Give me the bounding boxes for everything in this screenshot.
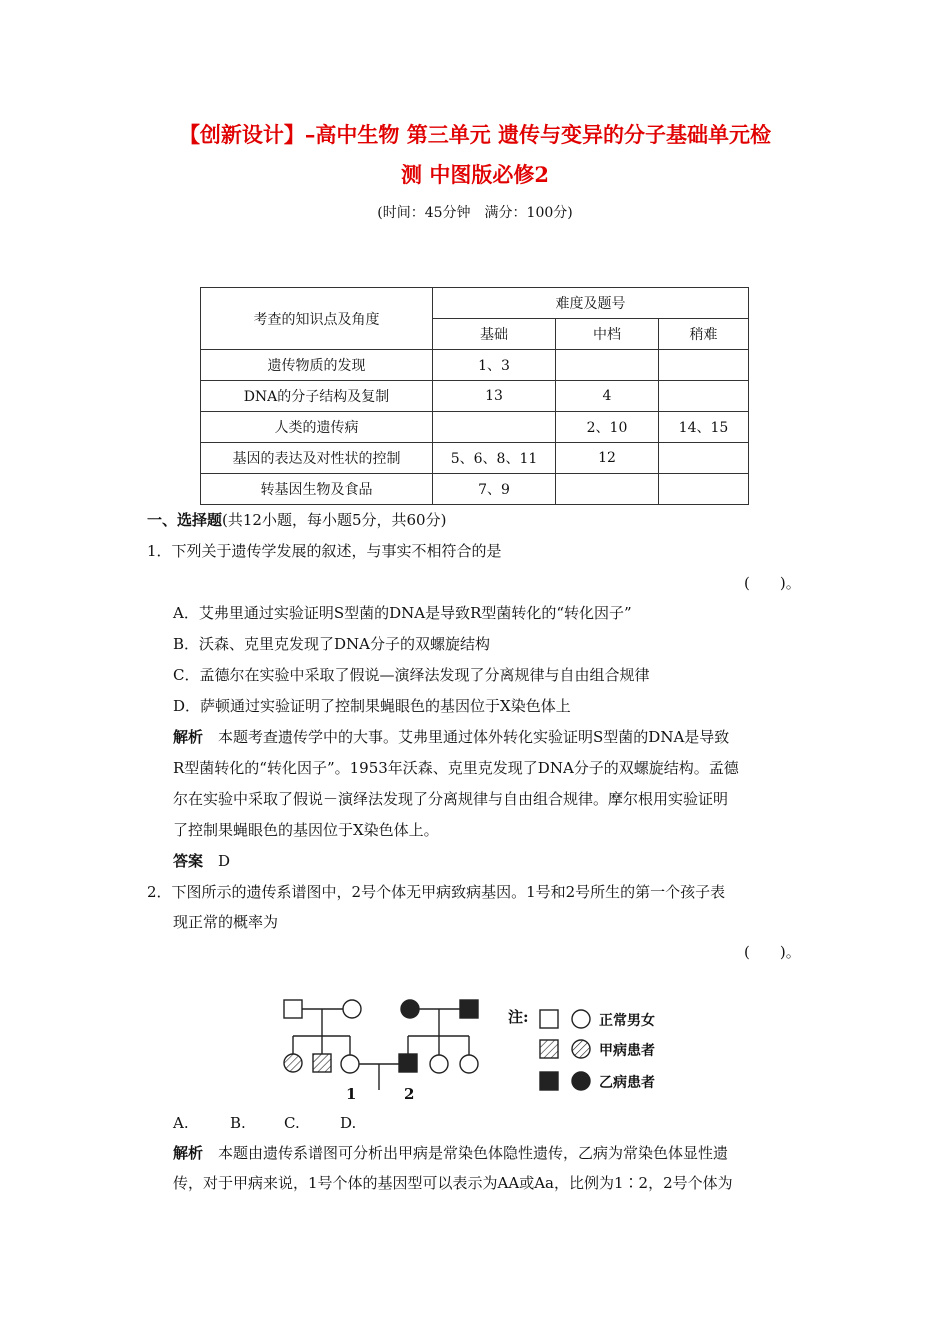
table-cell-basic: 13 xyxy=(433,381,556,412)
table-cell-basic: 5、6、8、11 xyxy=(433,443,556,474)
table-cell-hard xyxy=(659,381,749,412)
table-cell-medium: 4 xyxy=(556,381,659,412)
table-cell-hard xyxy=(659,474,749,505)
doc-title-line2: 测 中图版必修2 xyxy=(401,162,549,187)
option-a: A. xyxy=(173,1114,189,1132)
table-row xyxy=(201,350,749,381)
option-c: C. xyxy=(284,1114,300,1132)
analysis-line xyxy=(173,727,729,747)
answer-blank: ( )。 xyxy=(744,943,801,961)
disease-b-male-symbol xyxy=(460,1000,478,1018)
question-1-stem xyxy=(147,541,502,561)
option-d: D．萨顿通过实验证明了控制果蝇眼色的基因位于X染色体上 xyxy=(173,697,571,715)
table-cell-basic xyxy=(433,412,556,443)
legend-title: 注: xyxy=(508,1008,529,1026)
answer-value: D xyxy=(218,852,231,870)
analysis-line: 传，对于甲病来说，1号个体的基因型可以表示为AA或Aa，比例为1∶2，2号个体为 xyxy=(173,1174,733,1192)
table-header-difficulty: 难度及题号 xyxy=(433,288,749,319)
analysis-line: 尔在实验中采取了假说－演绎法发现了分离规律与自由组合规律。摩尔根用实验证明 xyxy=(173,790,729,808)
answer-blank: ( )。 xyxy=(744,574,801,592)
table-cell-medium xyxy=(556,350,659,381)
doc-subtitle: (时间：45分钟 满分：100分) xyxy=(377,205,573,221)
table-cell-basic: 7、9 xyxy=(433,474,556,505)
doc-title-line1: 【创新设计】–高中生物 第三单元 遗传与变异的分子基础单元检 xyxy=(178,122,772,147)
legend-disease-b-female-icon xyxy=(572,1072,590,1090)
legend-disease-b-male-icon xyxy=(540,1072,558,1090)
table-level-basic: 基础 xyxy=(433,319,556,350)
legend-normal-male-icon xyxy=(540,1010,558,1028)
question-text-cont: 现正常的概率为 xyxy=(173,913,279,931)
section-heading xyxy=(147,510,446,530)
table-row xyxy=(201,474,749,505)
normal-female-symbol xyxy=(343,1000,361,1018)
legend-normal-label: 正常男女 xyxy=(599,1013,655,1029)
answer-label: 答案 xyxy=(173,852,204,870)
table-cell-topic: 基因的表达及对性状的控制 xyxy=(201,443,433,474)
disease-a-male-symbol xyxy=(313,1054,331,1072)
question-text: 下列关于遗传学发展的叙述，与事实不相符合的是 xyxy=(171,542,502,560)
section-title: 一、选择题 xyxy=(147,511,223,529)
knowledge-table xyxy=(200,287,749,505)
disease-b-female-symbol xyxy=(401,1000,419,1018)
table-cell-topic: 转基因生物及食品 xyxy=(201,474,433,505)
legend-disease-a-male-icon xyxy=(540,1040,558,1058)
analysis-label: 解析 xyxy=(173,728,204,746)
normal-female-symbol xyxy=(430,1055,448,1073)
table-cell-topic: 人类的遗传病 xyxy=(201,412,433,443)
analysis-text: 本题考查遗传学中的大事。艾弗里通过体外转化实验证明S型菌的DNA是导致 xyxy=(218,728,730,746)
option-c: C．孟德尔在实验中采取了假说—演绎法发现了分离规律与自由组合规律 xyxy=(173,666,650,684)
section-note: (共12小题，每小题5分，共60分) xyxy=(222,511,447,529)
table-cell-topic: 遗传物质的发现 xyxy=(201,350,433,381)
legend-disease-a-female-icon xyxy=(572,1040,590,1058)
individual-2-label: 2 xyxy=(404,1085,415,1103)
analysis-text: 本题由遗传系谱图可分析出甲病是常染色体隐性遗传，乙病为常染色体显性遗 xyxy=(218,1144,729,1162)
table-cell-hard xyxy=(659,350,749,381)
legend-disease-a-label: 甲病患者 xyxy=(599,1043,655,1059)
table-cell-medium xyxy=(556,474,659,505)
pedigree-diagram xyxy=(270,992,700,1104)
table-level-medium: 中档 xyxy=(556,319,659,350)
table-cell-hard: 14、15 xyxy=(659,412,749,443)
table-header-knowledge: 考查的知识点及角度 xyxy=(201,288,433,350)
disease-a-female-symbol xyxy=(284,1054,302,1072)
individual-1-label: 1 xyxy=(346,1085,357,1103)
question-number: 1． xyxy=(147,542,172,560)
analysis-line xyxy=(173,1143,728,1163)
option-b: B．沃森、克里克发现了DNA分子的双螺旋结构 xyxy=(173,635,491,653)
table-level-hard: 稍难 xyxy=(659,319,749,350)
question-number: 2． xyxy=(147,883,172,901)
analysis-line: 了控制果蝇眼色的基因位于X染色体上。 xyxy=(173,821,439,839)
individual-1-symbol xyxy=(341,1055,359,1073)
analysis-line: R型菌转化的“转化因子”。1953年沃森、克里克发现了DNA分子的双螺旋结构。孟德 xyxy=(173,759,739,777)
question-text: 下图所示的遗传系谱图中，2号个体无甲病致病基因。1号和2号所生的第一个孩子表 xyxy=(171,883,726,901)
table-row xyxy=(201,443,749,474)
option-a: A．艾弗里通过实验证明S型菌的DNA是导致R型菌转化的“转化因子” xyxy=(173,604,632,622)
normal-female-symbol xyxy=(460,1055,478,1073)
option-b: B. xyxy=(230,1114,246,1132)
table-cell-hard xyxy=(659,443,749,474)
question-2-stem xyxy=(147,882,725,902)
individual-2-symbol xyxy=(399,1054,417,1072)
legend-normal-female-icon xyxy=(572,1010,590,1028)
table-row xyxy=(201,381,749,412)
legend-disease-b-label: 乙病患者 xyxy=(599,1075,655,1091)
analysis-label: 解析 xyxy=(173,1144,204,1162)
table-cell-medium: 2、10 xyxy=(556,412,659,443)
table-cell-topic: DNA的分子结构及复制 xyxy=(201,381,433,412)
normal-male-symbol xyxy=(284,1000,302,1018)
table-cell-basic: 1、3 xyxy=(433,350,556,381)
table-row xyxy=(201,412,749,443)
answer-line xyxy=(173,851,230,871)
table-cell-medium: 12 xyxy=(556,443,659,474)
option-d: D. xyxy=(340,1114,357,1132)
